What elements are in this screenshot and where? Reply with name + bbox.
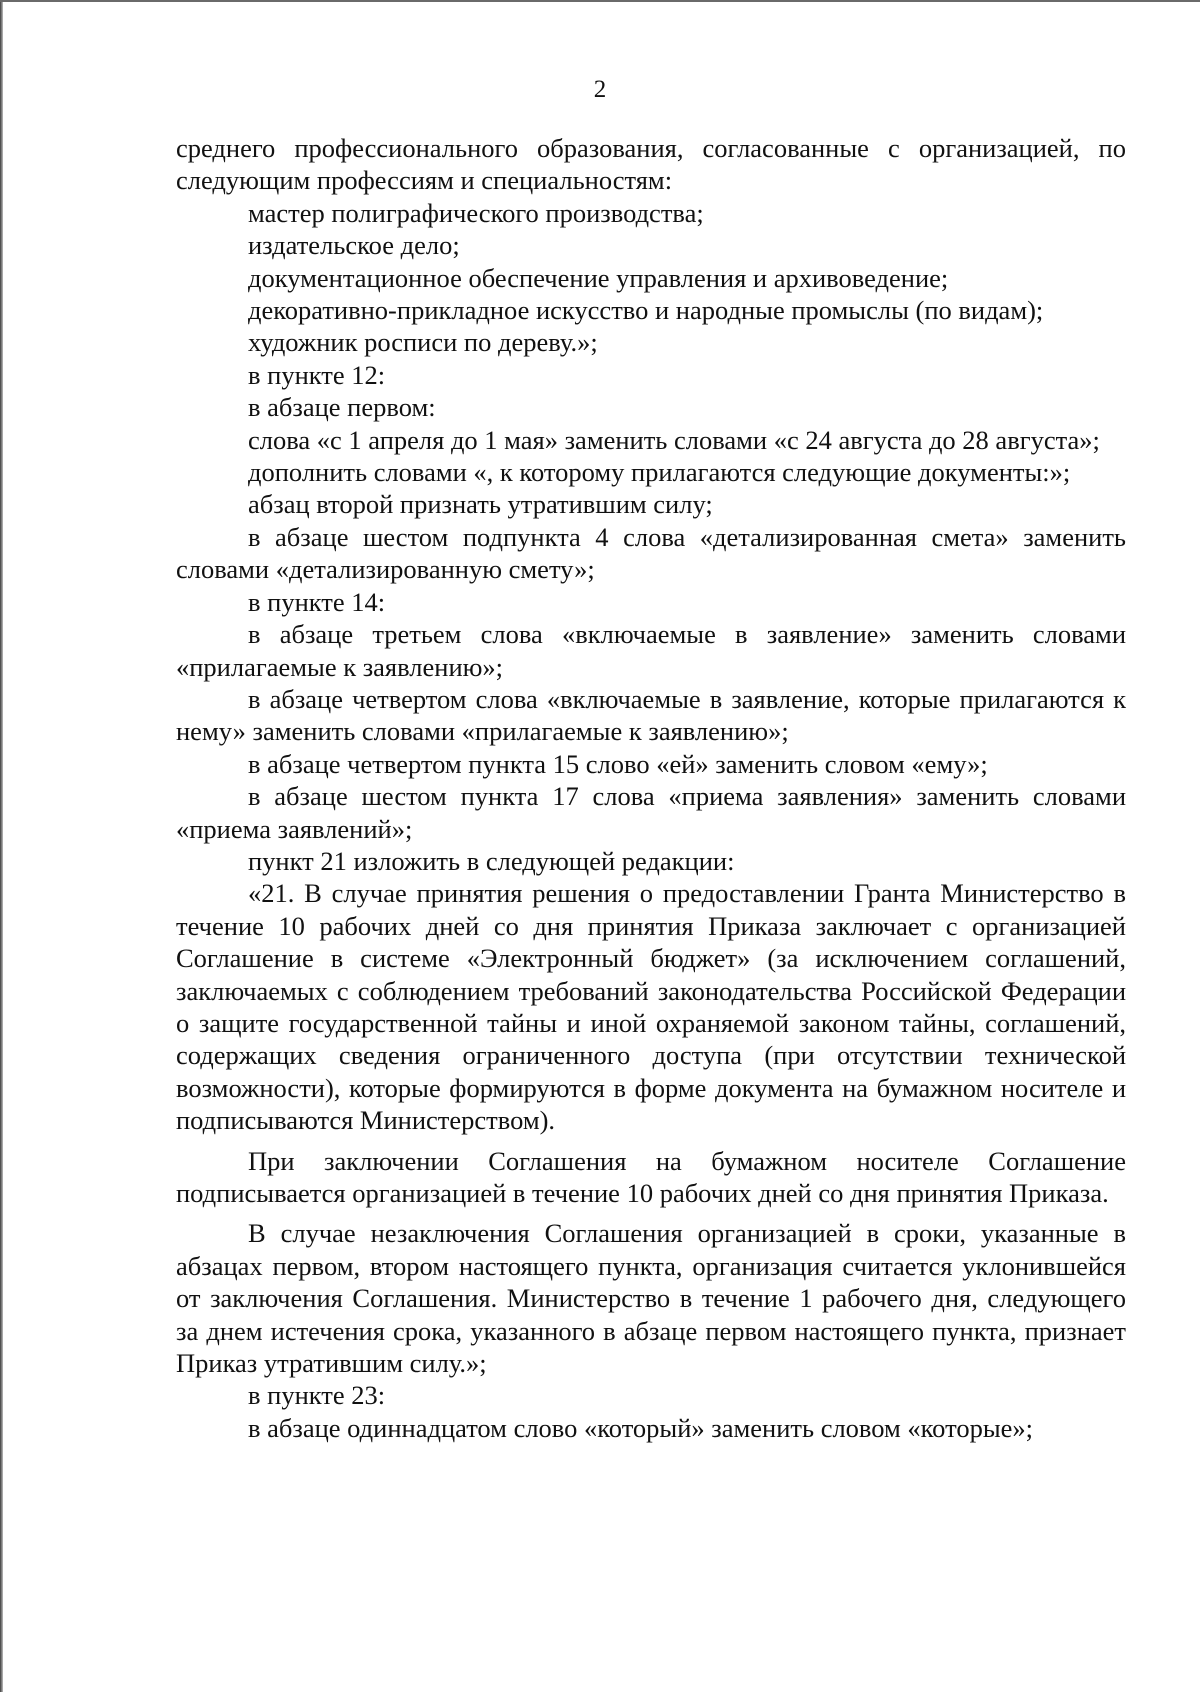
paragraph-4: документационное обеспечение управления и архивоведение; (248, 262, 949, 293)
paragraph-18: пункт 21 изложить в следующей редакции: (248, 845, 735, 876)
paragraph-21: В случае незаключения Соглашения организацией в сроки, указанные в абзацах первом, втором настоящего пункта, организация считается уклонившейся от заключения Соглашения. Министерство в течение 1 рабочего дня, следующего за днем истечения срока, указанного в абзаце первом настоящего пункта, признает Приказ утратившим силу.»; (176, 1218, 1126, 1379)
paragraph-2: мастер полиграфического производства; (248, 197, 704, 228)
paragraph-13: в пункте 14: (248, 586, 386, 617)
paragraph-3: издательское дело; (248, 230, 460, 261)
scan-edge-top (0, 0, 1200, 2)
paragraph-1: среднего профессионального образования, согласованные с организацией, по следующим профессиям и специальностям: (176, 133, 1126, 196)
paragraph-16: в абзаце четвертом пункта 15 слово «ей» заменить словом «ему»; (248, 748, 988, 779)
page-number: 2 (593, 76, 607, 103)
paragraph-17: в абзаце шестом пункта 17 слова «приема заявления» заменить словами «приема заявлений»; (176, 781, 1126, 844)
paragraph-22: в пункте 23: (248, 1380, 386, 1411)
document-body (176, 132, 1126, 1444)
paragraph-10: дополнить словами «, к которому прилагаются следующие документы:»; (248, 457, 1071, 488)
paragraph-12: в абзаце шестом подпункта 4 слова «детализированная смета» заменить словами «детализированную смету»; (176, 521, 1126, 585)
paragraph-7: в пункте 12: (248, 359, 386, 390)
paragraph-8: в абзаце первом: (248, 392, 436, 423)
scan-edge-left (0, 0, 3, 1692)
paragraph-23: в абзаце одиннадцатом слово «который» заменить словом «которые»; (248, 1412, 1033, 1443)
paragraph-9: слова «с 1 апреля до 1 мая» заменить словами «с 24 августа до 28 августа»; (248, 424, 1100, 455)
paragraph-14: в абзаце третьем слова «включаемые в заявление» заменить словами «прилагаемые к заявлению»; (176, 619, 1126, 682)
paragraph-6: художник росписи по дереву.»; (248, 327, 598, 358)
paragraph-15: в абзаце четвертом слова «включаемые в заявление, которые прилагаются к нему» заменить словами «прилагаемые к заявлению»; (176, 683, 1126, 747)
paragraph-20: При заключении Соглашения на бумажном носителе Соглашение подписывается организацией в течение 10 рабочих дней со дня принятия Приказа. (176, 1145, 1126, 1208)
paragraph-11: абзац второй признать утратившим силу; (248, 489, 713, 520)
paragraph-5: декоративно-прикладное искусство и народные промыслы (по видам); (248, 295, 1044, 326)
paragraph-19: «21. В случае принятия решения о предоставлении Гранта Министерство в течение 10 рабочих дней со дня принятия Приказа заключает с организацией Соглашение в системе «Электронный бюджет» (за исключением соглашений, заключаемых с соблюдением требований законодательства Российской Федерации о защите государственной тайны и иной охраняемой законом тайны, соглашений, содержащих сведения ограниченного доступа (при отсутствии технической возможности), которые формируются в форме документа на бумажном носителе и подписываются Министерством). (176, 878, 1126, 1136)
